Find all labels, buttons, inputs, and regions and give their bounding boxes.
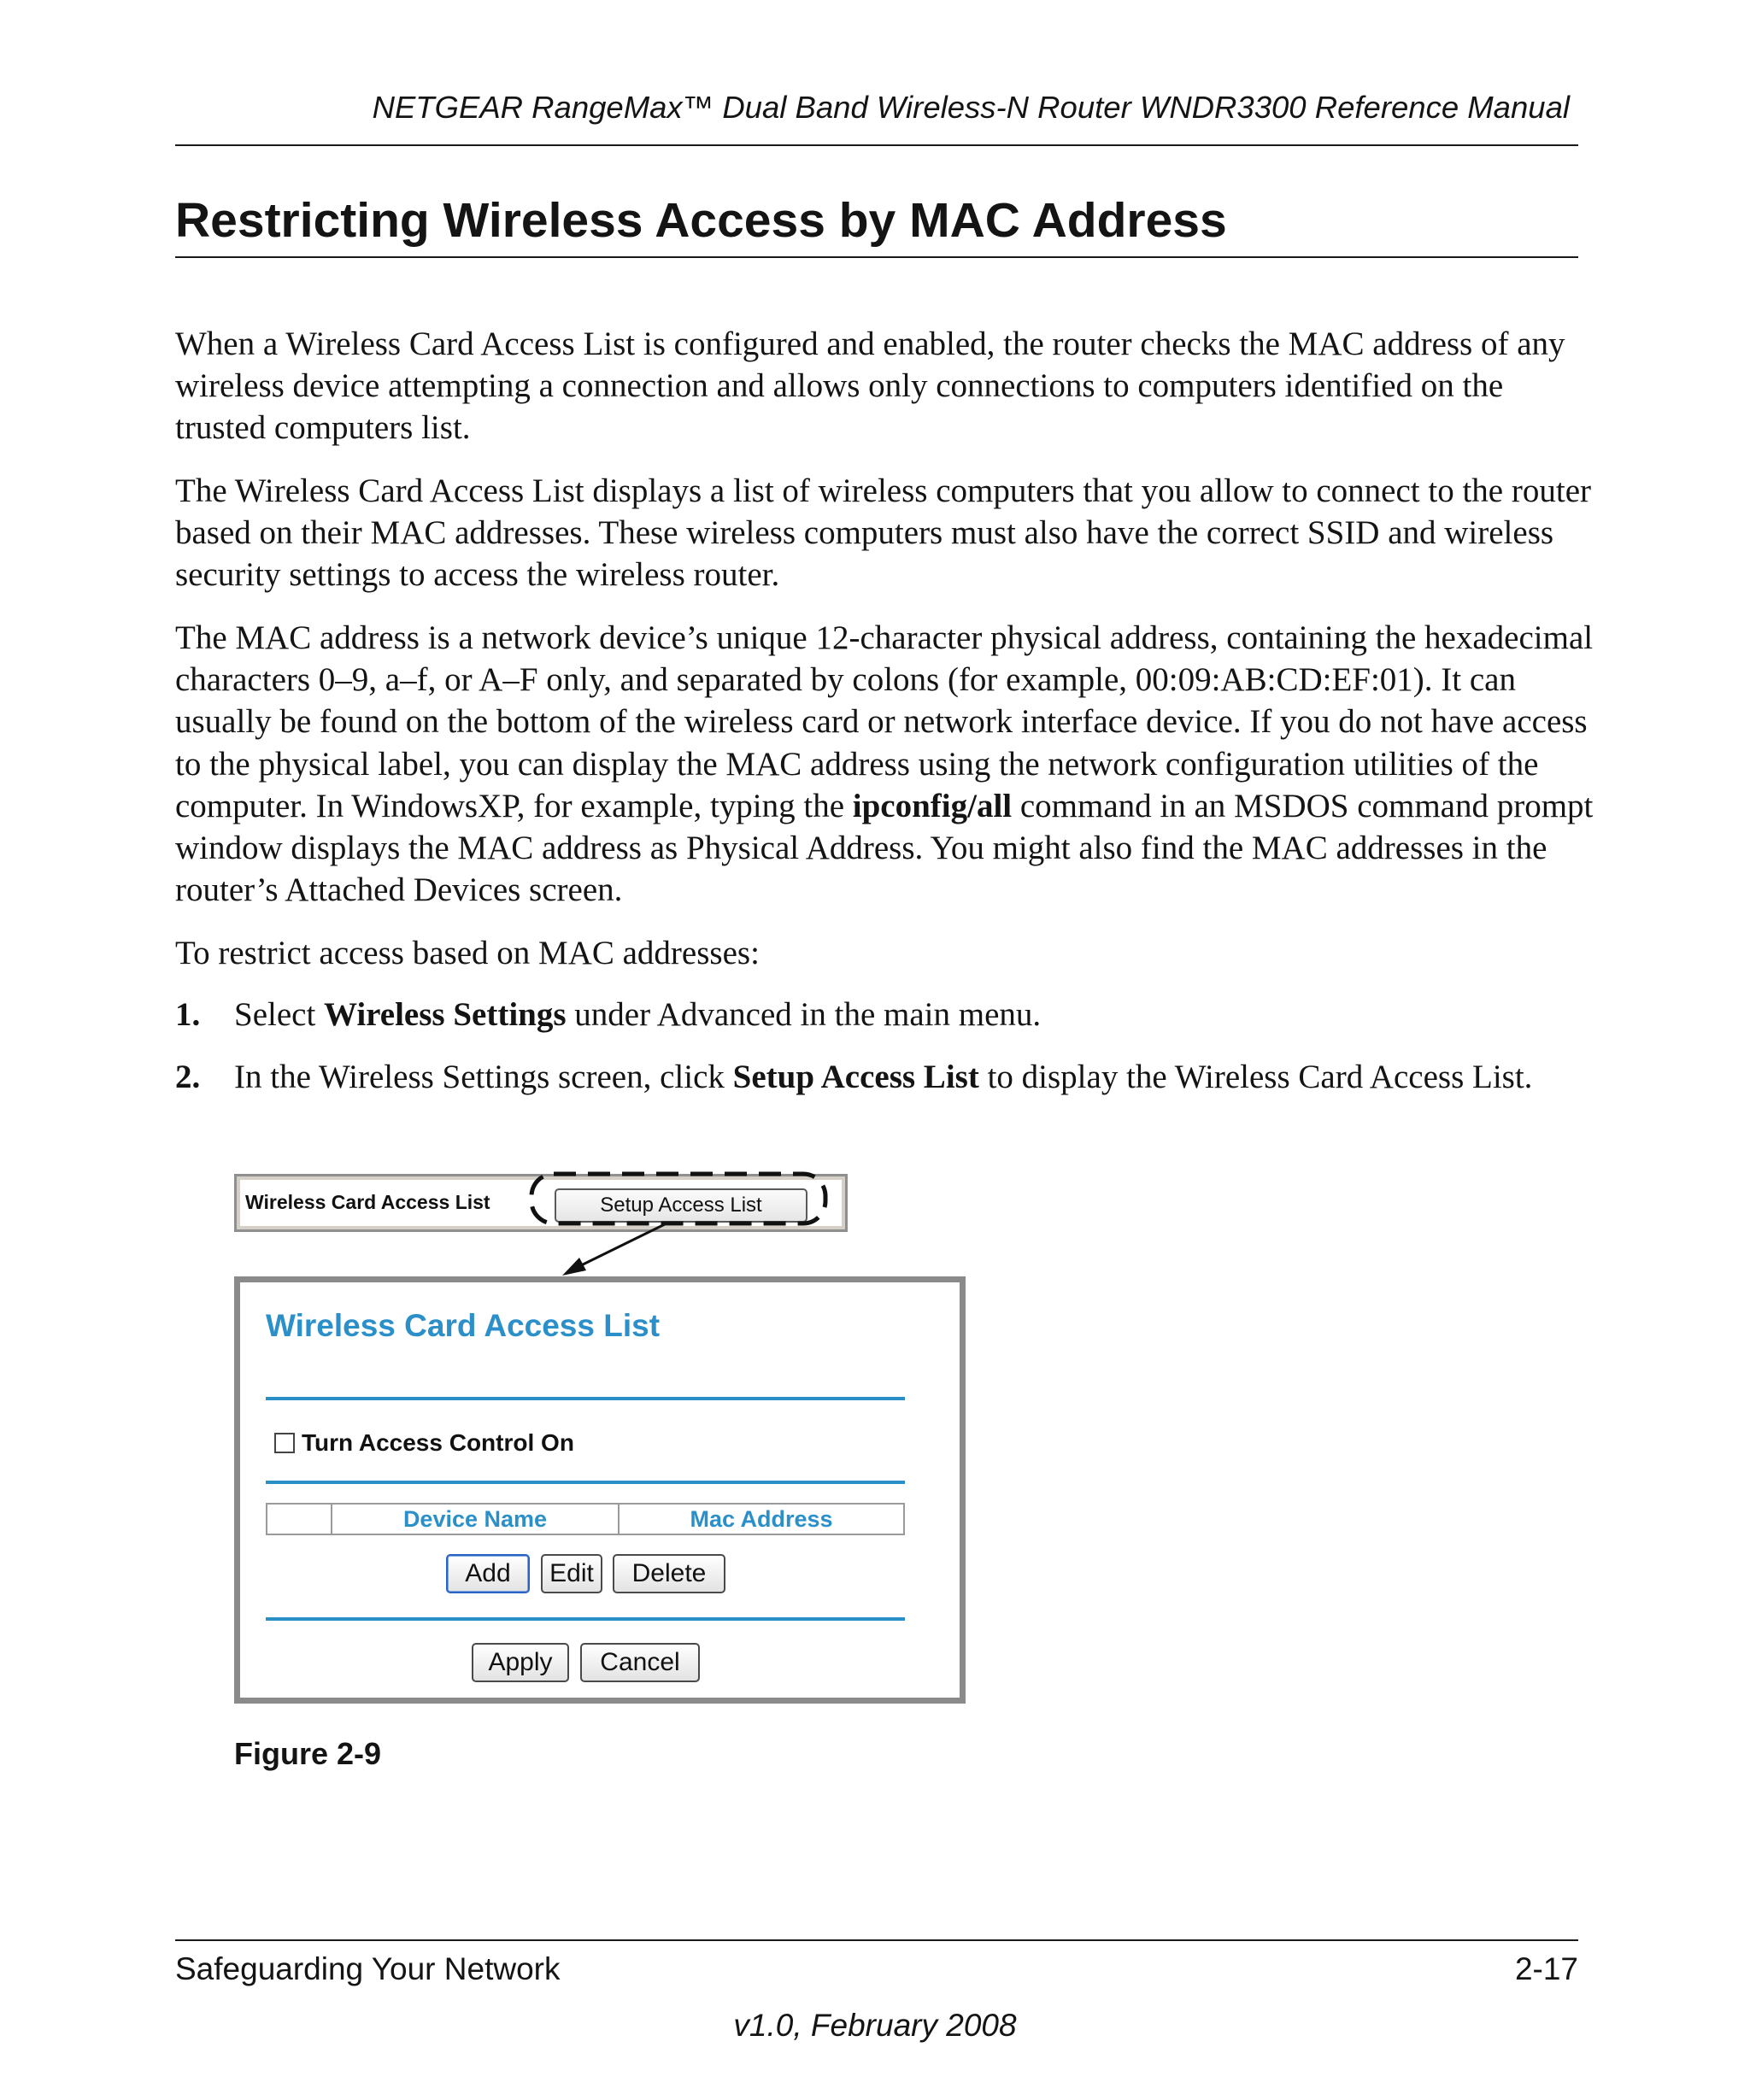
apply-button[interactable]: Apply <box>472 1643 569 1682</box>
turn-access-control-label: Turn Access Control On <box>302 1429 574 1456</box>
heading-rule <box>175 256 1578 258</box>
setup-bar-label: Wireless Card Access List <box>245 1191 490 1213</box>
figure-caption: Figure 2-9 <box>234 1736 382 1771</box>
panel-title: Wireless Card Access List <box>266 1308 661 1343</box>
step-number: 2. <box>175 1059 201 1095</box>
setup-access-list-button[interactable]: Setup Access List <box>555 1188 807 1223</box>
paragraph-1-text: When a Wireless Card Access List is configured and enabled, the router checks the MAC address of any wireless device attempting a connection and allows only connections to computers identified on the trusted computers list. <box>175 326 1565 447</box>
step-1-text-end: under Advanced in the main menu. <box>566 996 1042 1033</box>
step-2-bold: Setup Access List <box>732 1059 979 1095</box>
paragraph-4 <box>175 932 1594 974</box>
section-heading: Restricting Wireless Access by MAC Address <box>175 193 1227 248</box>
callout-arrow-line <box>573 1223 667 1270</box>
footer-rule <box>175 1939 1578 1941</box>
paragraph-3-text-end: command in an MSDOS command prompt window displays the MAC address as Physical Address. You might also find the MAC addresses in the router’s Attached Devices screen. <box>175 787 1594 909</box>
callout-arrow-head <box>562 1258 586 1276</box>
cancel-button[interactable]: Cancel <box>580 1643 700 1682</box>
delete-button[interactable]: Delete <box>613 1554 725 1593</box>
step-2-text-end: to display the Wireless Card Access List. <box>978 1059 1533 1095</box>
step-1-text: Select <box>234 996 325 1033</box>
ipconfig-command: ipconfig/all <box>852 787 1013 824</box>
wireless-card-access-list-panel <box>234 1276 966 1704</box>
footer-section-title: Safeguarding Your Network <box>175 1951 561 1986</box>
column-header-device-name: Device Name <box>402 1506 548 1532</box>
dashed-highlight-outline <box>531 1174 825 1223</box>
step-number: 1. <box>175 996 201 1033</box>
paragraph-3 <box>175 617 1594 911</box>
edit-button[interactable]: Edit <box>541 1554 602 1593</box>
header-rule <box>175 144 1578 146</box>
running-header: NETGEAR RangeMax™ Dual Band Wireless-N Router WNDR3300 Reference Manual <box>372 90 1570 125</box>
paragraph-4-text: To restrict access based on MAC addresses: <box>175 935 760 971</box>
footer-page-number: 2-17 <box>1514 1951 1578 1986</box>
step-2-text: In the Wireless Settings screen, click <box>234 1059 733 1095</box>
panel-divider <box>266 1397 905 1400</box>
paragraph-2-text: The Wireless Card Access List displays a list of wireless computers that you allow to connect to the router based on their MAC addresses. These wireless computers must also have the correct SSID and wireless security settings to access the wireless router. <box>175 472 1591 594</box>
footer-version: v1.0, February 2008 <box>733 2008 1017 2043</box>
callout-highlight <box>513 1162 872 1282</box>
paragraph-2 <box>175 470 1594 596</box>
device-table-header <box>266 1503 905 1535</box>
step-1-bold: Wireless Settings <box>324 996 567 1033</box>
column-header-mac-address: Mac Address <box>690 1506 833 1532</box>
paragraph-1 <box>175 323 1594 449</box>
panel-divider <box>266 1617 905 1621</box>
paragraph-3-text: The MAC address is a network device’s unique 12-character physical address, containing the hexadecimal characters 0–9, a–f, or A–F only, and separated by colons (for example, 00:09:AB:CD:EF:01). It can usually be found on the bottom of the wireless card or network interface device. If you do not have access to the physical label, you can display the MAC address using the network configuration utilities of the computer. In WindowsXP, for example, typing the <box>175 619 1594 824</box>
turn-access-control-checkbox[interactable] <box>274 1433 295 1453</box>
panel-divider <box>266 1481 905 1484</box>
add-button[interactable]: Add <box>446 1554 530 1593</box>
